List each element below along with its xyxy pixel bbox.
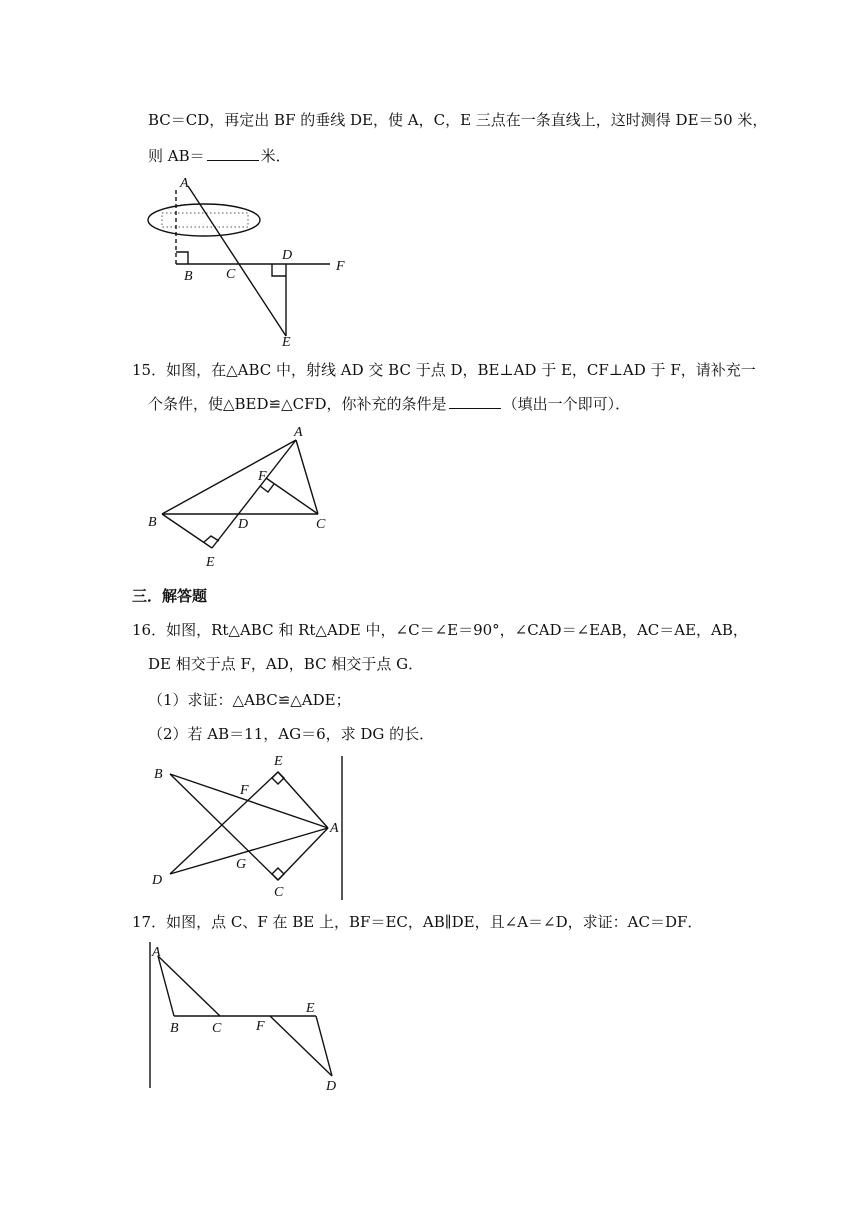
q17-label-c: C: [212, 1021, 222, 1036]
q16-line-bc: [170, 774, 278, 880]
q17-side-fd: [270, 1016, 332, 1076]
q14-text-line2: [148, 146, 291, 166]
q14-answer-blank: [207, 146, 259, 161]
q16-label-b: B: [154, 767, 163, 782]
q14-pond-dots: [162, 213, 248, 227]
q14-label-c: C: [226, 267, 236, 282]
q14-label-d: D: [282, 248, 293, 263]
q16-label-f: F: [240, 783, 249, 798]
q15-text-line1: 15．如图，在△ABC 中，射线 AD 交 BC 于点 D，BE⊥AD 于 E，CF⊥AD 于 F，请补充一: [132, 361, 756, 379]
q14-label-b: B: [184, 269, 193, 284]
q15-right-angle-f: [260, 484, 274, 492]
q14-prefix: 则 AB＝: [148, 147, 205, 165]
q16-figure: [140, 750, 350, 900]
q16-label-c: C: [274, 885, 284, 900]
q15-label-e: E: [206, 555, 215, 570]
q17-label-b: B: [170, 1021, 179, 1036]
q16-label-d: D: [152, 873, 163, 888]
q14-label-e: E: [282, 335, 291, 350]
q17-label-e: E: [306, 1001, 315, 1016]
q15-suffix: （填出一个即可）．: [502, 395, 631, 413]
q16-text-line2: DE 相交于点 F，AD，BC 相交于点 G．: [148, 655, 424, 673]
q15-label-f: F: [258, 469, 267, 484]
q15-label-a: A: [294, 425, 303, 440]
q15-text-line2: [148, 394, 630, 414]
q17-label-d: D: [326, 1079, 337, 1094]
q15-side-ac: [296, 440, 318, 514]
q17-side-ab: [158, 956, 174, 1016]
q14-pond-ellipse: [148, 204, 260, 236]
q15-segment-cf: [266, 478, 318, 514]
q17-label-f: F: [256, 1019, 265, 1034]
q15-figure: [140, 422, 340, 572]
q14-right-angle-b: [176, 252, 188, 264]
q16-part2: （2）若 AB＝11，AG＝6，求 DG 的长．: [148, 725, 435, 743]
q15-ray-ae: [212, 440, 296, 548]
q17-side-ac: [158, 956, 220, 1016]
q16-label-e: E: [274, 754, 283, 769]
q16-right-angle-c: [272, 868, 284, 880]
q15-side-ab: [162, 440, 296, 514]
q16-right-angle-e: [272, 772, 284, 784]
q16-text-line1: 16．如图，Rt△ABC 和 Rt△ADE 中，∠C＝∠E＝90°，∠CAD＝∠EAB，AC＝AE，AB，: [132, 621, 748, 639]
q17-side-ed: [316, 1016, 332, 1076]
q15-prefix: 个条件，使△BED≌△CFD，你补充的条件是: [148, 395, 447, 413]
section-heading: 三．解答题: [132, 587, 208, 605]
q17-label-a: A: [152, 945, 161, 960]
q15-label-d: D: [238, 517, 249, 532]
q17-text-line1: 17．如图，点 C、F 在 BE 上，BF＝EC，AB∥DE，且∠A＝∠D，求证：AC＝DF．: [132, 913, 703, 931]
q14-text-line1: BC＝CD，再定出 BF 的垂线 DE，使 A，C，E 三点在一条直线上，这时测得 DE＝50 米，: [148, 111, 768, 129]
q16-part1: （1）求证：△ABC≌△ADE；: [148, 691, 351, 709]
q16-label-g: G: [236, 857, 247, 872]
q14-line-ae: [188, 186, 286, 336]
q15-label-c: C: [316, 517, 326, 532]
q14-right-angle-d: [272, 264, 286, 276]
q17-figure: [140, 940, 360, 1095]
q14-label-a: A: [180, 176, 189, 191]
q16-label-a: A: [330, 821, 339, 836]
q15-answer-blank: [449, 394, 501, 409]
q14-figure: [140, 172, 370, 352]
q14-suffix: 米．: [260, 147, 291, 165]
q14-label-f: F: [336, 259, 345, 274]
q15-label-b: B: [148, 515, 157, 530]
q15-segment-be: [162, 514, 212, 548]
